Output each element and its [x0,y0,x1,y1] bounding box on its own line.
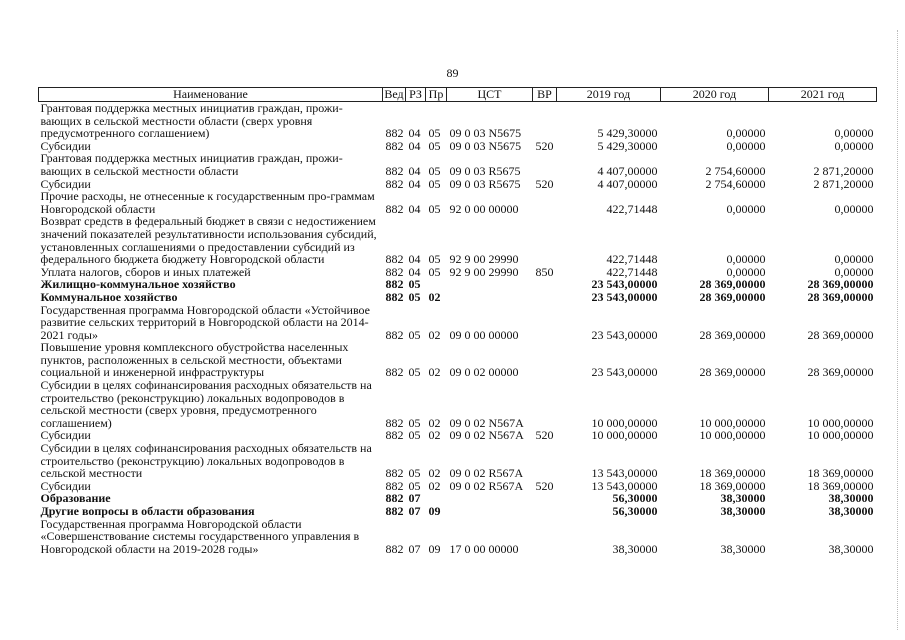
cell-rz: 07 [408,541,421,556]
table-row [39,505,877,518]
cell-2021: 38,30000 [828,492,874,505]
cell-2019: 38,30000 [612,541,658,556]
cell-pr: 05 [428,265,441,279]
cell-ved: 882 [385,278,404,291]
cell-rz: 04 [408,252,421,266]
cell-name: Уплата налогов, сборов и иных платежей [40,264,251,279]
header-cst: ЦСТ [447,88,533,102]
cell-pr [426,492,447,505]
cell-ved: 882 [385,479,404,493]
cell-vr: 850 [535,265,554,279]
cell-2019: 23 543,00000 [591,365,658,380]
cell-2021: 10 000,00000 [807,415,874,430]
cell-rz: 04 [408,265,421,279]
cell-rz: 05 [408,429,421,443]
table-row [39,304,877,342]
cell-2021: 38,30000 [828,541,874,556]
cell-ved: 882 [385,252,404,266]
cell-2021: 0,00000 [834,265,874,279]
cell-rz: 05 [408,290,421,304]
cell-rz: 05 [408,327,421,342]
header-rz: РЗ [406,88,426,102]
cell-name: Государственная программа Новгородской области «Совершенствование системы государственного управления в Новгородской области на 2019-2028 годы» [40,516,360,556]
cell-vr: 520 [535,479,554,493]
cell-cst: 92 9 00 29990 [449,265,519,279]
cell-2019: 56,30000 [612,505,658,518]
cell-vr: 520 [535,429,554,443]
cell-2019: 23 543,00000 [591,327,658,342]
cell-2019: 422,71448 [606,201,658,216]
cell-2019: 422,71448 [606,265,658,279]
cell-name: Прочие расходы, не отнесенные к государственным про-граммам Новгородской области [40,189,375,216]
cell-pr: 05 [428,163,441,178]
table-row [39,518,877,556]
cell-cst: 09 0 02 N567A [449,429,524,443]
cell-2020: 28 369,00000 [699,365,766,380]
cell-cst [447,291,533,304]
cell-cst: 09 0 02 N567A [449,415,524,430]
cell-ved: 882 [385,466,404,480]
cell-2019: 5 429,30000 [597,139,658,153]
cell-vr [533,304,557,342]
cell-2019: 23 543,00000 [591,290,658,304]
cell-pr: 05 [428,126,441,140]
cell-vr [533,442,557,480]
cell-2020: 10 000,00000 [699,429,766,443]
cell-2019: 13 543,00000 [591,479,658,493]
cell-vr [533,152,557,177]
cell-name: Субсидии в целях софинансирования расходных обязательств на строительство (реконструкцию) локальных водопроводов в сельской местности (сверх уровня, предусмотренного соглашением) [40,378,372,430]
cell-vr [533,102,557,140]
cell-cst: 09 0 02 R567A [449,479,524,493]
cell-2020: 38,30000 [720,492,766,505]
cell-2021: 18 369,00000 [807,466,874,480]
cell-2021: 0,00000 [834,139,874,153]
cell-vr: 520 [535,139,554,153]
cell-name: Коммунальное хозяйство [40,289,178,304]
cell-2021: 28 369,00000 [807,290,874,304]
cell-2021: 18 369,00000 [807,479,874,493]
table-row [39,152,877,177]
cell-rz: 04 [408,177,421,191]
cell-2019: 56,30000 [612,492,658,505]
cell-2019: 422,71448 [606,252,658,266]
cell-rz: 05 [408,278,421,291]
cell-2019: 13 543,00000 [591,466,658,480]
cell-pr: 05 [428,201,441,216]
cell-rz: 05 [408,365,421,380]
cell-pr: 02 [428,479,441,493]
cell-pr: 02 [428,429,441,443]
budget-table-container [38,87,876,555]
cell-ved: 882 [385,327,404,342]
cell-vr: 520 [535,177,554,191]
cell-cst [447,505,533,518]
cell-2021: 2 871,20000 [813,163,874,178]
page-number: 89 [446,66,459,80]
cell-2020: 0,00000 [726,265,766,279]
cell-ved: 882 [385,290,404,304]
cell-name: Субсидии [40,176,91,191]
cell-2021: 0,00000 [834,126,874,140]
cell-cst: 09 0 03 N5675 [449,139,522,153]
cell-rz: 07 [408,492,421,505]
cell-cst: 09 0 03 R5675 [449,163,521,178]
cell-pr: 05 [428,139,441,153]
cell-2021: 28 369,00000 [807,278,874,291]
cell-2021: 0,00000 [834,201,874,216]
cell-rz: 04 [408,126,421,140]
cell-2019: 4 407,00000 [597,163,658,178]
cell-pr: 02 [428,365,441,380]
cell-rz: 05 [408,466,421,480]
cell-pr: 05 [428,177,441,191]
cell-cst: 09 0 03 N5675 [449,126,522,140]
cell-rz: 05 [408,479,421,493]
table-body [39,102,877,556]
scan-edge-mark [897,30,899,630]
budget-table [38,87,877,555]
cell-vr [533,215,557,265]
cell-cst: 09 0 00 00000 [449,327,519,342]
cell-ved: 882 [385,541,404,556]
cell-ved: 882 [385,126,404,140]
table-row [39,442,877,480]
cell-vr [533,518,557,556]
cell-2020: 38,30000 [720,541,766,556]
cell-2020: 18 369,00000 [699,479,766,493]
table-row [39,190,877,215]
cell-name: Повышение уровня комплексного обустройства населенных пунктов, расположенных в сельской местности, объектами социальной и инженерной инфраструктуры [40,340,349,380]
cell-2019: 10 000,00000 [591,429,658,443]
cell-2020: 28 369,00000 [699,327,766,342]
cell-name: Государственная программа Новгородской области «Устойчивое развитие сельских территорий в Новгородской области на 2014-2021 годы» [40,302,371,342]
cell-cst: 92 9 00 29990 [449,252,519,266]
cell-ved: 882 [385,201,404,216]
cell-2021: 10 000,00000 [807,429,874,443]
header-pr: Пр [426,88,447,102]
cell-pr: 05 [428,252,441,266]
cell-2020: 28 369,00000 [699,290,766,304]
cell-2021: 28 369,00000 [807,365,874,380]
table-row [39,379,877,429]
cell-cst [447,492,533,505]
table-row [39,215,877,265]
cell-2020: 28 369,00000 [699,278,766,291]
cell-name: Субсидии в целях софинансирования расходных обязательств на строительство (реконструкцию) локальных водопроводов в сельской местности [40,441,372,481]
cell-pr: 02 [428,415,441,430]
cell-vr [533,291,557,304]
cell-pr: 02 [428,466,441,480]
cell-cst: 09 0 02 R567A [449,466,524,480]
cell-vr [533,278,557,291]
cell-pr: 09 [428,505,441,518]
cell-2019: 4 407,00000 [597,177,658,191]
cell-rz: 07 [408,505,421,518]
cell-name: Другие вопросы в области образования [40,504,255,518]
cell-2019: 10 000,00000 [591,415,658,430]
cell-ved: 882 [385,505,404,518]
table-row [39,102,877,140]
cell-rz: 04 [408,201,421,216]
table-row [39,480,877,493]
cell-2021: 28 369,00000 [807,327,874,342]
cell-cst: 09 0 02 00000 [449,365,519,380]
cell-name: Субсидии [40,478,91,493]
cell-pr: 02 [428,290,441,304]
cell-vr [533,379,557,429]
cell-2020: 0,00000 [726,139,766,153]
cell-name: Субсидии [40,138,91,153]
cell-2021: 2 871,20000 [813,177,874,191]
cell-vr [533,505,557,518]
header-ved: Вед [384,87,404,101]
cell-ved: 882 [385,365,404,380]
cell-ved: 882 [385,492,404,505]
cell-vr [533,341,557,379]
cell-rz: 05 [408,415,421,430]
cell-2021: 38,30000 [828,505,874,518]
table-row [39,341,877,379]
cell-2019: 5 429,30000 [597,126,658,140]
cell-name: Образование [40,491,111,506]
header-2019: 2019 год [557,88,661,102]
header-2020: 2020 год [661,88,769,102]
cell-cst: 92 0 00 00000 [449,201,519,216]
cell-2021: 0,00000 [834,252,874,266]
cell-2020: 2 754,60000 [705,177,766,191]
cell-rz: 04 [408,163,421,178]
header-name: Наименование [39,88,383,102]
cell-cst [447,278,533,291]
cell-2019: 23 543,00000 [591,278,658,291]
cell-2020: 0,00000 [726,252,766,266]
header-2021: 2021 год [769,88,877,102]
cell-2020: 18 369,00000 [699,466,766,480]
cell-pr: 09 [428,541,441,556]
table-row [39,291,877,304]
cell-2020: 0,00000 [726,126,766,140]
cell-2020: 2 754,60000 [705,163,766,178]
cell-ved: 882 [385,163,404,178]
table-header-row [39,88,877,102]
cell-name: Жилищно-коммунальное хозяйство [40,277,236,292]
cell-vr [533,492,557,505]
cell-rz: 04 [408,139,421,153]
cell-2020: 0,00000 [726,201,766,216]
cell-name: Грантовая поддержка местных инициатив граждан, прожи-вающих в сельской местности области (сверх уровня предусмотренного соглашением) [40,101,343,141]
cell-cst: 09 0 03 R5675 [449,177,521,191]
cell-ved: 882 [385,139,404,153]
cell-name: Грантовая поддержка местных инициатив граждан, прожи-вающих в сельской местности области [40,151,343,178]
cell-ved: 882 [385,265,404,279]
cell-ved: 882 [385,177,404,191]
header-vr: ВР [533,88,557,102]
cell-cst: 17 0 00 00000 [449,541,519,556]
cell-pr [426,278,447,291]
cell-pr: 02 [428,327,441,342]
cell-2020: 38,30000 [720,505,766,518]
cell-name: Субсидии [40,428,91,443]
cell-vr [533,190,557,215]
cell-2020: 10 000,00000 [699,415,766,430]
cell-name: Возврат средств в федеральный бюджет в связи с недостижением значений показателей результативности использования субсидий, установленных соглашениями о предоставлении субсидий из федерального бюджета бюджету Новгородской области [40,214,377,267]
cell-ved: 882 [385,429,404,443]
cell-ved: 882 [385,415,404,430]
